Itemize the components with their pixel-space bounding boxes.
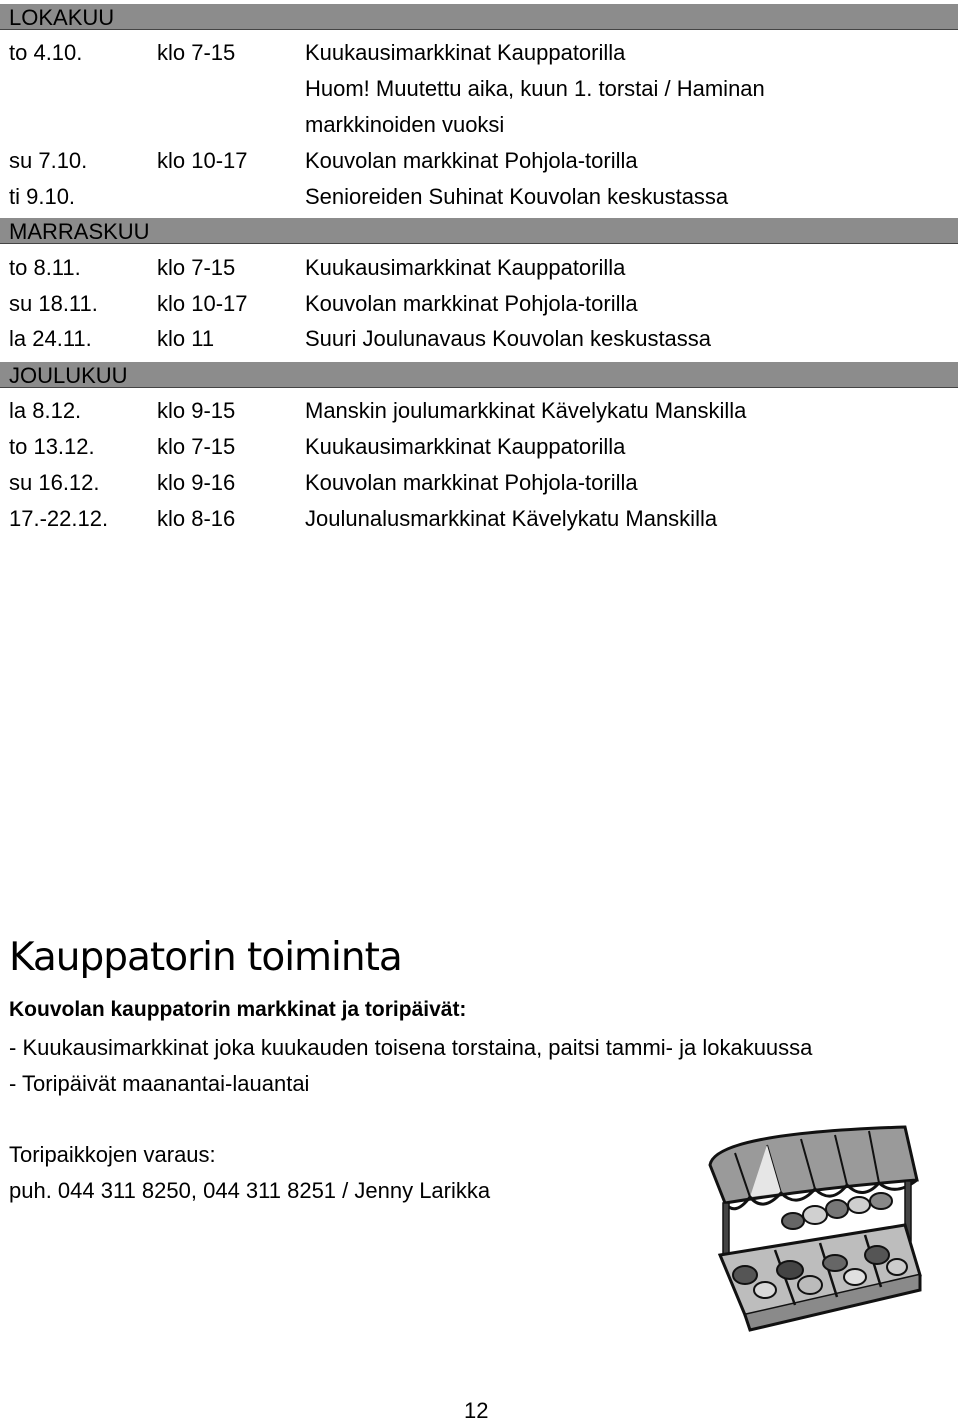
event-date: to 8.11. <box>9 255 81 280</box>
month-header-marraskuu: MARRASKUU <box>0 218 958 244</box>
event-date: ti 9.10. <box>9 184 76 209</box>
event-time: klo 10-17 <box>157 148 248 173</box>
event-time: klo 8-16 <box>157 506 236 531</box>
event-description: Suuri Joulunavaus Kouvolan keskustassa <box>305 326 712 351</box>
event-time: klo 11 <box>157 326 215 351</box>
event-date: la 8.12. <box>9 398 82 423</box>
event-description: Joulunalusmarkkinat Kävelykatu Manskilla <box>305 506 718 531</box>
market-subheading: Kouvolan kauppatorin markkinat ja toripäivät: <box>9 998 467 1021</box>
event-row <box>0 250 960 286</box>
event-description: Manskin joulumarkkinat Kävelykatu Manskilla <box>305 398 747 423</box>
event-description: Kuukausimarkkinat Kauppatorilla <box>305 40 626 65</box>
event-date: 17.-22.12. <box>9 506 109 531</box>
event-date: su 7.10. <box>9 148 88 173</box>
event-time: klo 10-17 <box>157 291 248 316</box>
event-description: Senioreiden Suhinat Kouvolan keskustassa <box>305 184 729 209</box>
event-description: markkinoiden vuoksi <box>305 112 505 137</box>
event-row <box>0 321 960 357</box>
page-number: 12 <box>464 1398 489 1423</box>
month-header-lokakuu: LOKAKUU <box>0 4 958 30</box>
event-row <box>0 501 960 537</box>
event-description: Kouvolan markkinat Pohjola-torilla <box>305 291 638 316</box>
event-row <box>0 429 960 465</box>
event-date: to 4.10. <box>9 40 83 65</box>
event-row <box>0 465 960 501</box>
market-stall-icon <box>705 1125 925 1335</box>
reservation-label: Toripaikkojen varaus: <box>9 1142 216 1167</box>
event-row <box>0 179 960 215</box>
event-date: su 18.11. <box>9 291 98 316</box>
month-header-joulukuu: JOULUKUU <box>0 362 958 388</box>
event-description: Kuukausimarkkinat Kauppatorilla <box>305 434 626 459</box>
section-title: Kauppatorin toiminta <box>9 935 402 980</box>
event-date: to 13.12. <box>9 434 95 459</box>
event-description: Huom! Muutettu aika, kuun 1. torstai / Haminan <box>305 76 765 101</box>
event-row <box>0 107 960 143</box>
event-row <box>0 286 960 322</box>
event-date: la 24.11. <box>9 326 92 351</box>
event-time: klo 9-15 <box>157 398 236 423</box>
info-bullet: - Toripäivät maanantai-lauantai <box>9 1071 310 1096</box>
event-row <box>0 393 960 429</box>
event-time: klo 7-15 <box>157 40 236 65</box>
reservation-contact: puh. 044 311 8250, 044 311 8251 / Jenny Larikka <box>9 1178 491 1203</box>
event-description: Kouvolan markkinat Pohjola-torilla <box>305 148 638 173</box>
event-time: klo 9-16 <box>157 470 236 495</box>
event-row <box>0 35 960 71</box>
event-description: Kuukausimarkkinat Kauppatorilla <box>305 255 626 280</box>
event-row <box>0 143 960 179</box>
event-time: klo 7-15 <box>157 255 236 280</box>
event-date: su 16.12. <box>9 470 100 495</box>
event-description: Kouvolan markkinat Pohjola-torilla <box>305 470 638 495</box>
info-bullet: - Kuukausimarkkinat joka kuukauden toisena torstaina, paitsi tammi- ja lokakuussa <box>9 1035 813 1060</box>
event-row <box>0 71 960 107</box>
event-time: klo 7-15 <box>157 434 236 459</box>
